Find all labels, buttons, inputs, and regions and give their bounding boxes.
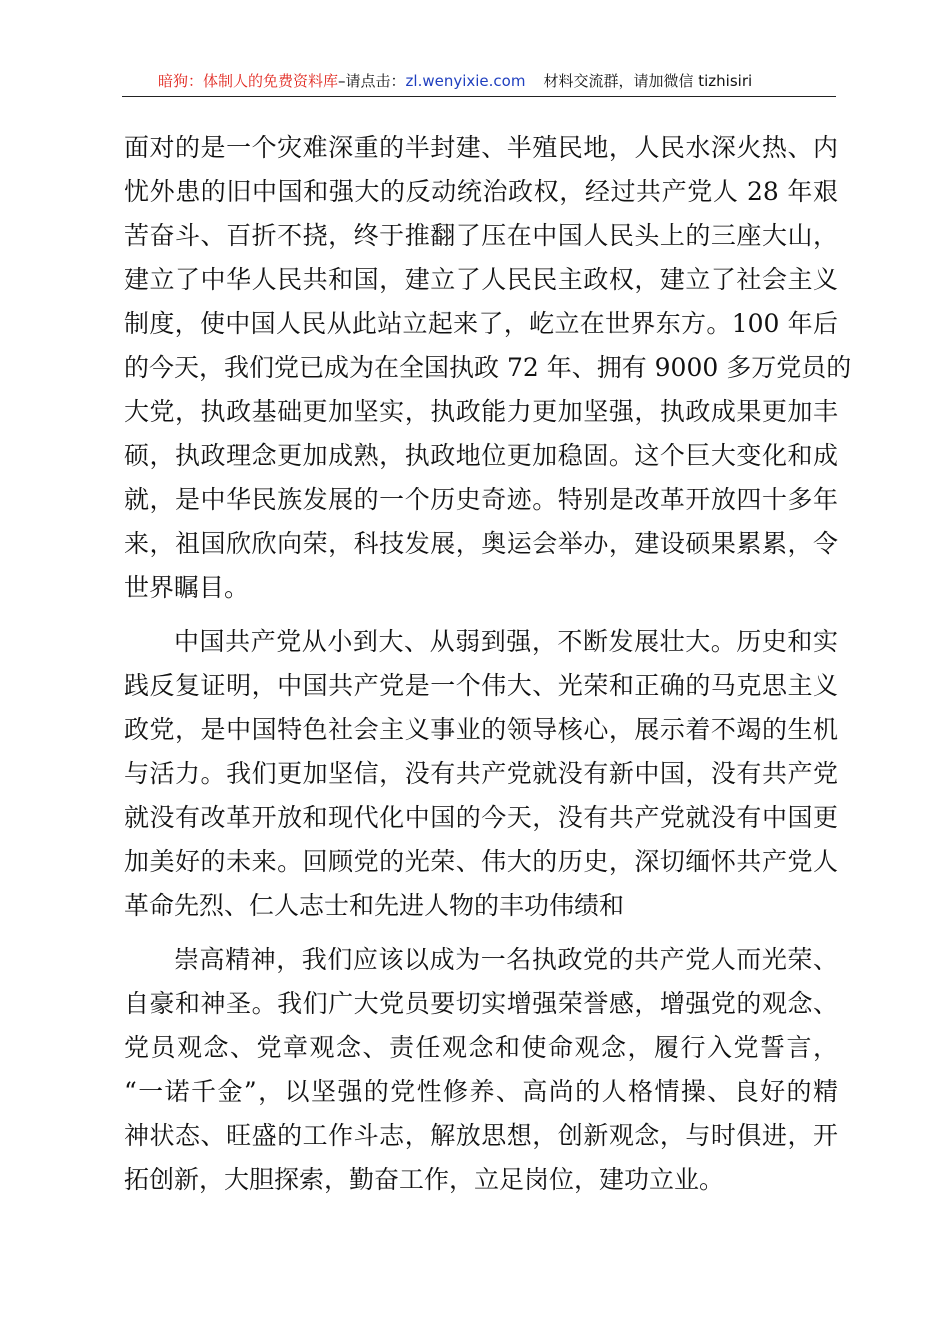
text-line: 加美好的未来。回顾党的光荣、伟大的历史，深切缅怀共产党人 xyxy=(124,847,838,876)
text-line: 中国共产党从小到大、从弱到强，不断发展壮大。历史和实 xyxy=(174,627,838,656)
document-body xyxy=(124,128,852,1204)
text-line: 来，祖国欣欣向荣，科技发展，奥运会举办，建设硕果累累，令 xyxy=(124,529,838,558)
text-line: 践反复证明，中国共产党是一个伟大、光荣和正确的马克思主义 xyxy=(124,671,838,700)
text-line: 革命先烈、仁人志士和先进人物的丰功伟绩和 xyxy=(124,891,625,920)
text-line: 崇高精神，我们应该以成为一名执政党的共产党人而光荣、 xyxy=(174,945,838,974)
text-line: 苦奋斗、百折不挠，终于推翻了压在中国人民头上的三座大山， xyxy=(124,221,838,250)
text-line: 世界瞩目。 xyxy=(124,573,250,602)
header-url-link[interactable]: zl.wenyixie.com xyxy=(405,72,526,90)
text-line: “一诺千金”，以坚强的党性修养、高尚的人格情操、良好的精 xyxy=(124,1077,838,1106)
header-brand: 暗狗：体制人的免费资料库 xyxy=(158,72,339,90)
header-contact: 材料交流群，请加微信 tizhisiri xyxy=(543,72,753,90)
text-line: 党员观念、党章观念、责任观念和使命观念，履行入党誓言， xyxy=(124,1033,838,1062)
text-line: 制度，使中国人民从此站立起来了，屹立在世界东方。100 年后 xyxy=(124,309,838,338)
text-line: 拓创新，大胆探索，勤奋工作，立足岗位，建功立业。 xyxy=(124,1165,725,1194)
text-line: 自豪和神圣。我们广大党员要切实增强荣誉感，增强党的观念、 xyxy=(124,989,838,1018)
paragraph-1 xyxy=(124,128,852,612)
text-line: 就，是中华民族发展的一个历史奇迹。特别是改革开放四十多年 xyxy=(124,485,838,514)
paragraph-3 xyxy=(124,940,838,1204)
text-line: 与活力。我们更加坚信，没有共产党就没有新中国，没有共产党 xyxy=(124,759,838,788)
text-line: 神状态、旺盛的工作斗志，解放思想，创新观念，与时俱进，开 xyxy=(124,1121,838,1150)
text-line: 政党，是中国特色社会主义事业的领导核心，展示着不竭的生机 xyxy=(124,715,838,744)
paragraph-2 xyxy=(124,622,838,930)
header-banner xyxy=(158,70,752,91)
header-link-prefix: –请点击： xyxy=(338,72,406,90)
text-line: 就没有改革开放和现代化中国的今天，没有共产党就没有中国更 xyxy=(124,803,838,832)
page-header xyxy=(122,66,836,97)
text-line: 忧外患的旧中国和强大的反动统治政权，经过共产党人 28 年艰 xyxy=(124,177,838,206)
text-line: 大党，执政基础更加坚实，执政能力更加坚强，执政成果更加丰 xyxy=(124,397,838,426)
text-line: 的今天，我们党已成为在全国执政 72 年、拥有 9000 多万党员的 xyxy=(124,353,852,382)
text-line: 建立了中华人民共和国，建立了人民民主政权，建立了社会主义 xyxy=(124,265,838,294)
text-line: 硕，执政理念更加成熟，执政地位更加稳固。这个巨大变化和成 xyxy=(124,441,838,470)
text-line: 面对的是一个灾难深重的半封建、半殖民地，人民水深火热、内 xyxy=(124,133,838,162)
